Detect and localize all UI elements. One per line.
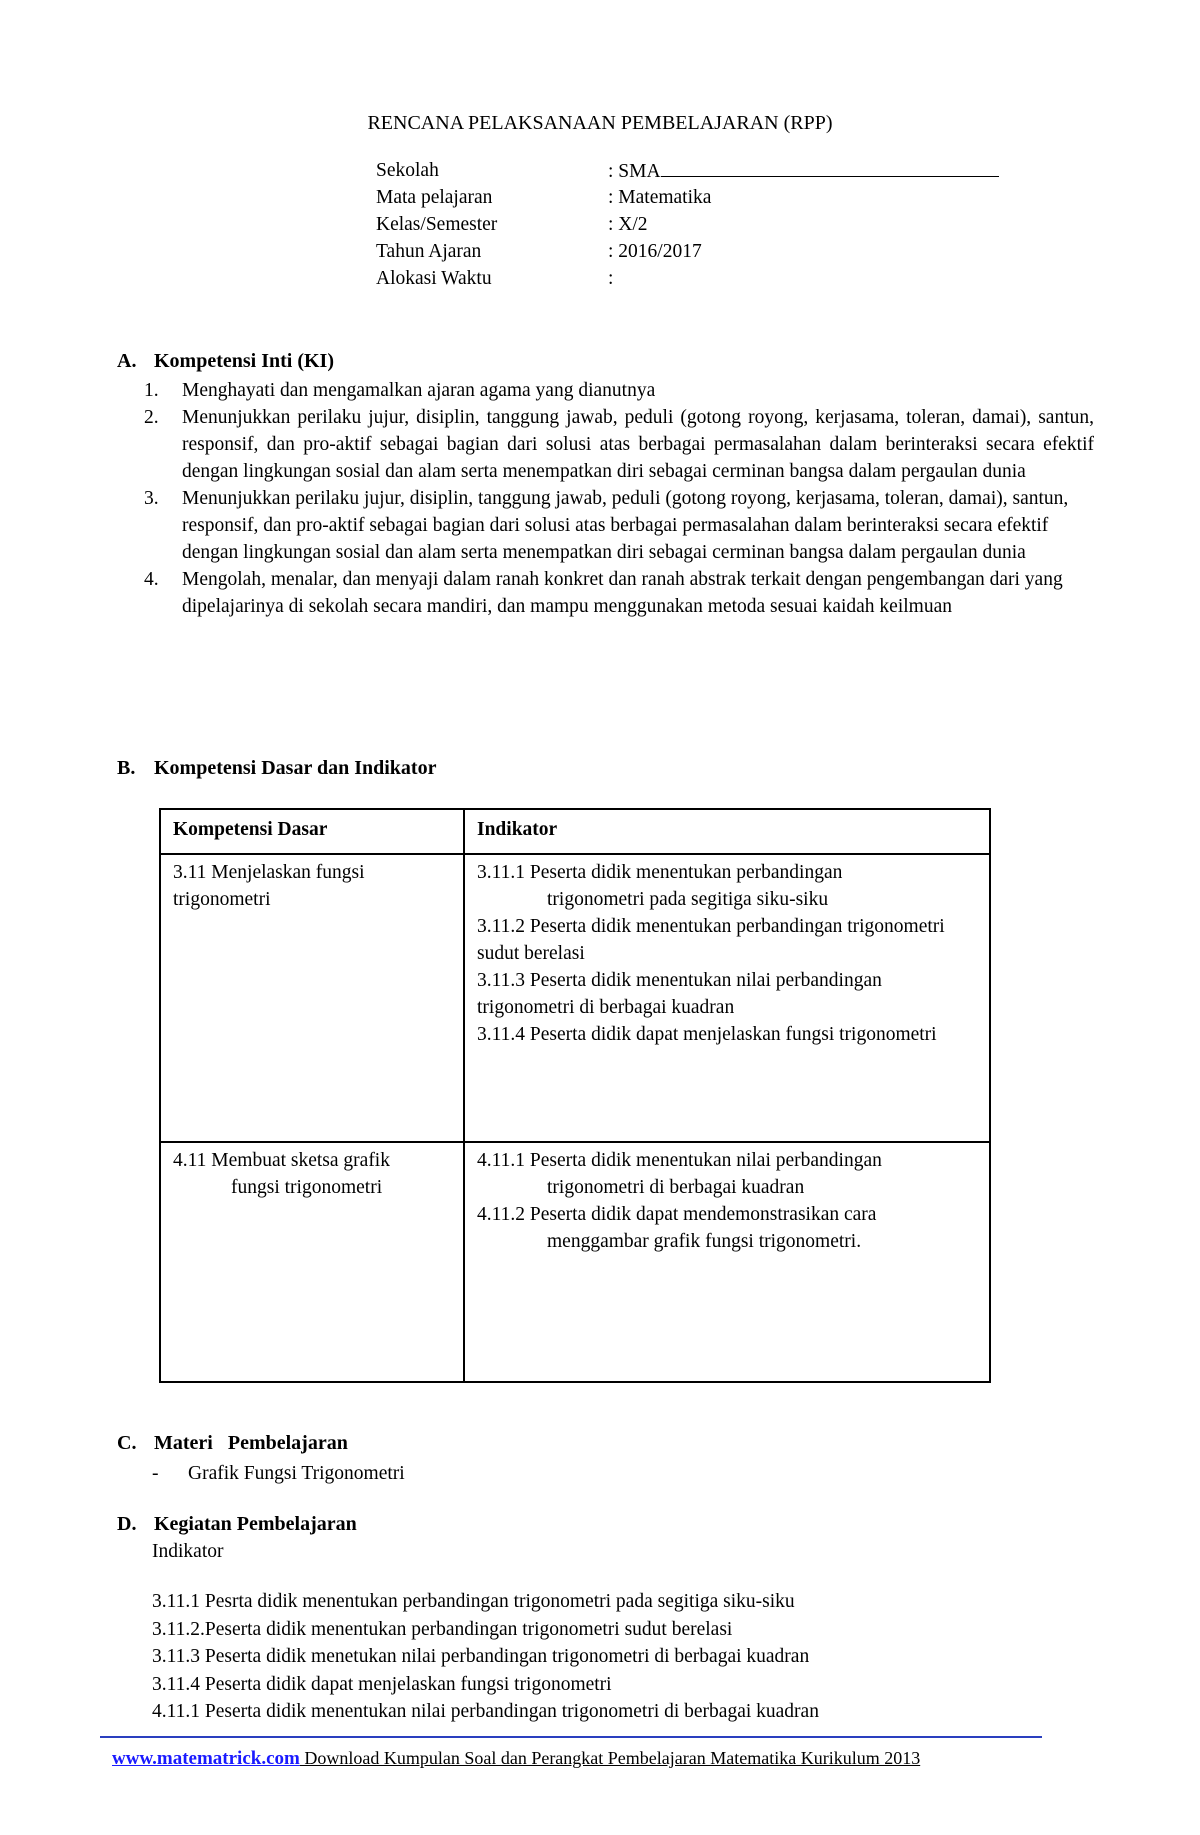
identity-label: Mata pelajaran: [376, 187, 493, 208]
kd-text: fungsi trigonometri: [231, 1177, 383, 1198]
indikator-line: trigonometri di berbagai kuadran: [547, 1177, 805, 1198]
indikator-cell: [464, 1142, 990, 1382]
list-item: 3.11.3 Peserta didik menetukan nilai perbandingan trigonometri di berbagai kuadran: [152, 1646, 810, 1667]
list-item: [144, 377, 1094, 404]
section-d-heading: [117, 1513, 357, 1536]
section-letter: B.: [117, 757, 136, 779]
kd-text: 4.11 Membuat sketsa grafik: [173, 1150, 390, 1171]
ki-list: [144, 377, 1094, 620]
identity-label: Sekolah: [376, 160, 439, 181]
kd-cell: [160, 854, 464, 1142]
identity-label: Alokasi Waktu: [376, 268, 492, 289]
list-item: 3.11.4 Peserta didik dapat menjelaskan fungsi trigonometri: [152, 1673, 612, 1695]
list-item: 3.11.2.Peserta didik menentukan perbandingan trigonometri sudut berelasi: [152, 1618, 733, 1640]
list-item: [144, 566, 1094, 620]
list-number: 3.: [144, 488, 159, 509]
table-row: [160, 1142, 990, 1382]
indikator-line: trigonometri pada segitiga siku-siku: [547, 889, 829, 910]
kd-cell: [160, 1142, 464, 1382]
list-text: Menunjukkan perilaku jujur, disiplin, tanggung jawab, peduli (gotong royong, kerjasama, toleran, damai), santun, responsif, dan pro-aktif sebagai bagian dari solusi atas berbagai permasalahan dalam berinteraksi secara efektif dengan lingkungan sosial dan alam serta menempatkan diri sebagai cerminan bangsa dalam pergaulan dunia: [182, 407, 1094, 482]
indikator-cell: [464, 854, 990, 1142]
identity-value: : Matematika: [608, 187, 712, 208]
section-a-heading: [117, 350, 334, 373]
identity-row-tahun: [376, 238, 999, 265]
identity-value: : 2016/2017: [608, 241, 702, 262]
identity-value: : SMA: [608, 161, 661, 182]
kd-indikator-table: [159, 808, 991, 1383]
identity-block: [376, 157, 999, 292]
materi-list: [152, 1460, 405, 1487]
section-b-heading: [117, 757, 436, 780]
section-title: Materi Pembelajaran: [154, 1432, 348, 1454]
section-title: Kompetensi Inti (KI): [154, 350, 334, 372]
identity-label: Tahun Ajaran: [376, 241, 482, 262]
section-d-subtitle: Indikator: [152, 1541, 224, 1562]
list-number: 4.: [144, 569, 159, 590]
identity-row-alokasi: [376, 265, 999, 292]
indikator-line: 3.11.3 Peserta didik menentukan nilai perbandingan trigonometri di berbagai kuadran: [477, 970, 882, 1018]
identity-value: : X/2: [608, 214, 648, 235]
document-title: RENCANA PELAKSANAAN PEMBELAJARAN (RPP): [367, 112, 833, 134]
list-text: Mengolah, menalar, dan menyaji dalam ranah konkret dan ranah abstrak terkait dengan pengembangan dari yang dipelajarinya di sekolah secara mandiri, dan mampu menggunakan metoda sesuai kaidah keilmuan: [182, 569, 1063, 617]
indikator-line: 4.11.2 Peserta didik dapat mendemonstrasikan cara: [477, 1204, 877, 1225]
list-item: 4.11.1 Peserta didik menentukan nilai perbandingan trigonometri di berbagai kuadran: [152, 1701, 819, 1722]
identity-row-mapel: [376, 184, 999, 211]
footer: [112, 1748, 920, 1770]
identity-row-sekolah: [376, 157, 999, 184]
indikator-list: [152, 1588, 819, 1726]
list-item: 3.11.1 Pesrta didik menentukan perbandingan trigonometri pada segitiga siku-siku: [152, 1591, 795, 1612]
indikator-line: 3.11.4 Peserta didik dapat menjelaskan fungsi trigonometri: [477, 1024, 937, 1045]
footer-divider: [100, 1736, 1042, 1738]
table-header-row: [160, 809, 990, 854]
footer-text: Download Kumpulan Soal dan Perangkat Pembelajaran Matematika Kurikulum 2013: [299, 1748, 921, 1768]
list-text: Menghayati dan mengamalkan ajaran agama yang dianutnya: [182, 380, 656, 401]
indikator-line: 3.11.2 Peserta didik menentukan perbandingan trigonometri sudut berelasi: [477, 916, 945, 964]
section-letter: D.: [117, 1513, 137, 1535]
list-number: 1.: [144, 380, 159, 401]
section-title: Kegiatan Pembelajaran: [154, 1513, 357, 1535]
section-letter: A.: [117, 350, 137, 372]
list-text: Menunjukkan perilaku jujur, disiplin, tanggung jawab, peduli (gotong royong, kerjasama, toleran, damai), santun, responsif, dan pro-aktif sebagai bagian dari solusi atas berbagai permasalahan dalam berinteraksi secara efektif dengan lingkungan sosial dan alam serta menempatkan diri sebagai cerminan bangsa dalam pergaulan dunia: [182, 488, 1069, 563]
indikator-line: 3.11.1 Peserta didik menentukan perbandingan: [477, 862, 843, 883]
indikator-line: 4.11.1 Peserta didik menentukan nilai perbandingan: [477, 1150, 882, 1171]
list-item: [144, 485, 1094, 566]
list-item: [144, 404, 1094, 485]
identity-value: :: [608, 268, 614, 289]
list-text: Grafik Fungsi Trigonometri: [188, 1463, 405, 1484]
section-letter: C.: [117, 1432, 137, 1454]
header-kompetensi-dasar: Kompetensi Dasar: [160, 809, 464, 854]
header-indikator: Indikator: [464, 809, 990, 854]
kd-text: 3.11 Menjelaskan fungsi trigonometri: [173, 862, 365, 910]
fill-in-blank: [661, 157, 999, 177]
list-bullet: -: [152, 1463, 159, 1484]
list-number: 2.: [144, 407, 159, 428]
identity-label: Kelas/Semester: [376, 214, 498, 235]
identity-row-kelas: [376, 211, 999, 238]
table-row: [160, 854, 990, 1142]
footer-website-link[interactable]: www.matematrick.com: [112, 1748, 300, 1769]
indikator-line: menggambar grafik fungsi trigonometri.: [547, 1231, 862, 1252]
section-c-heading: [117, 1432, 348, 1455]
section-title: Kompetensi Dasar dan Indikator: [154, 757, 437, 779]
